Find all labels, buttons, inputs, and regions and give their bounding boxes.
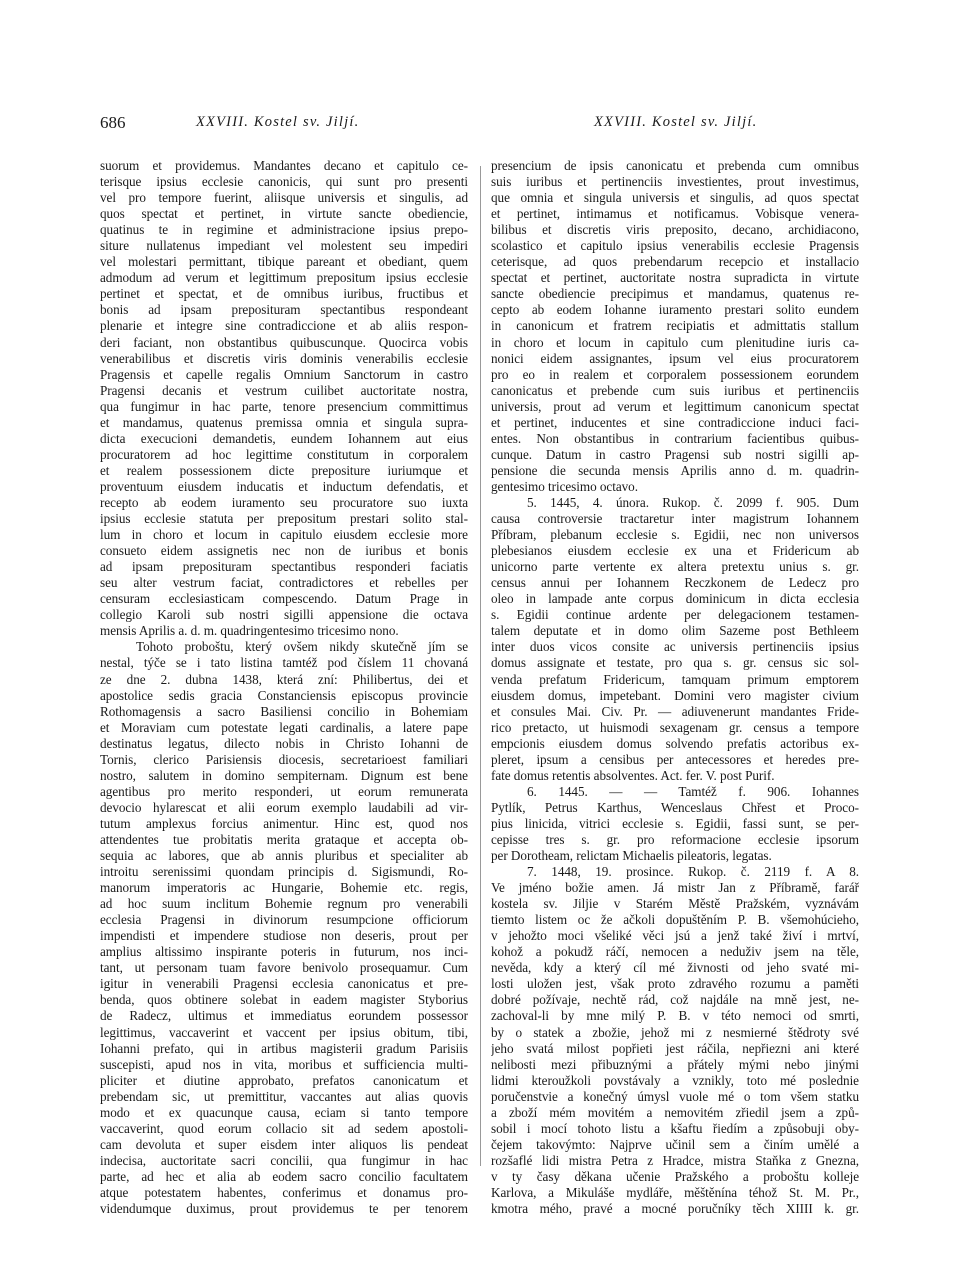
- text-line: Rothomagensis a sacro Basiliensi concilio in Bohemiam: [100, 703, 468, 719]
- text-line: introitu serenissimi quondam principis d. Sigismundi, Ro-: [100, 864, 468, 880]
- text-line: pertinet et spectat, et de omnibus iuribus, fructibus et: [100, 286, 468, 302]
- text-line: consueto eidem assignetis nec non de iuribus et bonis: [100, 543, 468, 559]
- text-line: videndumque duximus, prout providemus te per tenorem: [100, 1201, 468, 1217]
- text-line: bonis ad ipsam preposituram spectantibus respondeant: [100, 302, 468, 318]
- text-line: v ty časy děkana učenie Pražského a proboštu kolleje: [491, 1168, 859, 1184]
- text-line: cunque. Datum in castro Pragensi sub nostri sigilli ap-: [491, 446, 859, 462]
- text-line: fate domus retentis absolventes. Act. fer. V. post Purif.: [491, 767, 775, 783]
- text-line: zachoval-li by mne milý P. B. v této nemoci od smrti,: [491, 1008, 859, 1024]
- text-line: benda, quos obtinere solebat in eadem magister Styborius: [100, 992, 468, 1008]
- text-line: ze dne 2. dubna 1438, která zní: Philibertus, dei et: [100, 671, 468, 687]
- text-line: quos spectat et pertinet, in virtute sancte obediencie,: [100, 206, 468, 222]
- text-line: agentibus pro merito responderi, ut eorum remunerata: [100, 783, 468, 799]
- text-line: de Radecz, ultimus et immediatus eorundem possessor: [100, 1008, 468, 1024]
- right-column: [491, 158, 859, 1217]
- text-line: cepisse tres s. gr. pro reformacione ecclesie ipsorum: [491, 831, 859, 847]
- text-line: talem deputate et in domo olim Sazeme post Bethleem: [491, 623, 859, 639]
- text-line: per Dorotheam, relictam Michaelis pileatoris, legatas.: [491, 848, 772, 864]
- text-line: procuratorem ad hoc legittime constitutum in corporalem: [100, 446, 468, 462]
- page-header: [0, 113, 960, 135]
- text-line: jeho svatá milost popřieti jest ráčila, nepřiezni ani které: [491, 1040, 859, 1056]
- text-line: tant, ut personam tuam favore benivolo prosequamur. Cum: [100, 960, 468, 976]
- text-line: plebesianos eiusdem ecclesie ex una et Fridericum ab: [491, 543, 859, 559]
- text-line: siture nullatenus impediant vel molestent seu impediri: [100, 238, 468, 254]
- running-head-right: XXVIII. Kostel sv. Jiljí.: [594, 114, 758, 130]
- text-line: by o statek a zbožie, jehož mi z nesmierné štědroty své: [491, 1024, 859, 1040]
- text-line: kostela sv. Jiljie v Starém Městě Pražském, vyznávám: [491, 896, 859, 912]
- text-line: et mandamus, quatenus premissa omnia et singula supra-: [100, 414, 468, 430]
- text-line: collegio Karoli sub nostri sigilli appensione die octava: [100, 607, 468, 623]
- text-line: deri faciant, non obstantibus quibuscunque. Quocirca vobis: [100, 334, 468, 350]
- text-line: Iohanni prefato, qui in artibus magisterii gradum Parisiis: [100, 1040, 468, 1056]
- text-line: nostro, salutem in domino sempiternam. Dignum est bene: [100, 767, 468, 783]
- text-line: čejem takovýmto: Najprve učinil sem a činím umělé a: [491, 1136, 859, 1152]
- text-line: empcionis eiusdem domus solvendo prefatis actoribus ex-: [491, 735, 859, 751]
- text-line: kmotra mého, pravé a mocné poručníky těch XIIII k. gr.: [491, 1201, 859, 1217]
- text-line: parte, ad hec et alia ab eodem sacro concilio facultatem: [100, 1168, 468, 1184]
- text-line: dicta execucioni demandetis, eundem Iohannem aut eius: [100, 430, 468, 446]
- text-line: s. Egidii continue ardente per delegacionem testamen-: [491, 607, 859, 623]
- text-line: destinatus legatus, dilecto nobis in Christo Iohanni de: [100, 735, 468, 751]
- text-line: prebendam sic, ut premittitur, vaccantes aut alias quovis: [100, 1088, 468, 1104]
- text-line: attendentes tue probitatis merita grataque et accepta ob-: [100, 831, 468, 847]
- text-line: rozšaflé lidi mistra Petra z Hradce, mistra Staňka z Gnezna,: [491, 1152, 859, 1168]
- text-line: entes. Non obstantibus in contrarium facientibus quibus-: [491, 430, 859, 446]
- text-line: bilibus et discretis viris preposito, decano, archidiacono,: [491, 222, 859, 238]
- text-line: oleo in lampade ante corpus dominicum in dicta ecclesia: [491, 591, 859, 607]
- text-line: apostolice sedis gracia Constanciensis episcopus provincie: [100, 687, 468, 703]
- text-line: 5. 1445, 4. února. Rukop. č. 2099 f. 905. Dum: [527, 494, 859, 510]
- text-line: igitur in venerabili Pragensi ecclesia canonicatus et pre-: [100, 976, 468, 992]
- left-column: [100, 158, 468, 1217]
- text-line: nonici eidem assignantes, ipsum vel eius procuratorem: [491, 350, 859, 366]
- text-line: censuram ecclesiasticam compescendo. Datum Prage in: [100, 591, 468, 607]
- column-divider: [480, 166, 481, 1166]
- text-line: pro eo in realem et corporalem possessionem eorundem: [491, 366, 859, 382]
- text-line: et realem possessionem dicte prepositure iuriumque et: [100, 462, 468, 478]
- text-line: pius linicida, vitrici ecclesie s. Egidii, fassi sunt, se per-: [491, 815, 859, 831]
- text-line: devocio hylarescat et alii eorum exemplo laudabili ad vir-: [100, 799, 468, 815]
- text-line: 7. 1448, 19. prosince. Rukop. č. 2119 f. A 8.: [527, 864, 859, 880]
- text-line: domus assignate et testate, pro qua s. gr. census sic sol-: [491, 655, 859, 671]
- text-line: proventuum eiusdem inducatis et inductum defendatis, et: [100, 478, 468, 494]
- text-line: spectat et pertinet, auctoritate nostra supradicta in virtute: [491, 270, 859, 286]
- text-line: Pytlík, Petrus Karthus, Wenceslaus Chřest et Proco-: [491, 799, 859, 815]
- text-line: qua fungimur in hac parte, tenore presencium committimus: [100, 398, 468, 414]
- text-line: et pertinet, inducentes et sine contradiccione induci faci-: [491, 414, 859, 430]
- text-line: canonicatus et prebende cum suis iuribus et pertinenciis: [491, 382, 859, 398]
- text-line: sobil i mocí tohoto listu a kšaftu řiedím a způsobuji oby-: [491, 1120, 859, 1136]
- text-line: tutum amplexus forcius animentur. Hinc est, quod nos: [100, 815, 468, 831]
- text-line: pensione die secunda mensis Aprilis anno d. m. quadrin-: [491, 462, 859, 478]
- text-line: rico pretacto, ut huismodi sexagenam gr. census a tempore: [491, 719, 859, 735]
- text-line: amplius altissimo inspirante poteris in futurum, nos inci-: [100, 944, 468, 960]
- text-line: Tohoto proboštu, který ovšem nikdy skutečně jím se: [136, 639, 468, 655]
- text-line: inter duos vicos consite ac universis pertinenciis ipsius: [491, 639, 859, 655]
- text-line: census annui per Iohannem Reczkonem de Ledecz pro: [491, 575, 859, 591]
- text-line: Příbram, plebanum ecclesie s. Egidii, nec non universos: [491, 527, 859, 543]
- page-number: 686: [100, 113, 126, 132]
- text-line: plenarie et integre sine contradiccione et ab aliis respon-: [100, 318, 468, 334]
- text-line: presencium de ipsis canonicatu et prebenda cum omnibus: [491, 158, 859, 173]
- text-line: 6. 1445. — — Tamtéž f. 906. Iohannes: [527, 783, 859, 799]
- text-line: ad hoc suum inclitum Bohemie regnum pro venerabili: [100, 896, 468, 912]
- text-line: ecclesia Pragensi in divinorum resumpcione officiorum: [100, 912, 468, 928]
- text-line: in canonicum et fratrem recipiatis et admittatis stallum: [491, 318, 859, 334]
- text-line: ipsius ecclesie statuta per prepositum prestari solito stal-: [100, 511, 468, 527]
- text-line: scolastico et capitulo ipsius venerabilis ecclesie Pragensis: [491, 238, 859, 254]
- text-line: Tornis, clerico Parisiensis diocesis, secretarioest familiari: [100, 751, 468, 767]
- text-line: cam devoluta et super eisdem inter aliquos lis pendeat: [100, 1136, 468, 1152]
- text-line: seu alter vestrum faciat, contradictores et rebelles per: [100, 575, 468, 591]
- text-line: ad ipsam preposituram spectantibus responderi faciatis: [100, 559, 468, 575]
- text-line: a zboží mém movitém a nemovitém zřiedil jsem a způ-: [491, 1104, 859, 1120]
- text-line: legittimus, vaccaverint et vaccent per ipsius obitum, tibi,: [100, 1024, 468, 1040]
- text-line: nevěda, kdy a který cíl mé živnosti od jeho svaté mi-: [491, 960, 859, 976]
- text-line: suorum et providemus. Mandantes decano et capitulo ce-: [100, 158, 468, 173]
- text-line: poručenstvie a konečný úmysl vuole mé o tom všem statku: [491, 1088, 859, 1104]
- text-line: sequia ac labores, que ab annis pluribus et specialiter ab: [100, 848, 468, 864]
- text-line: Ve jméno božie amen. Já mistr Jan z Příbramě, farář: [491, 880, 859, 896]
- text-line: unicorno parte vertente ex altera pretextu unius s. gr.: [491, 559, 859, 575]
- text-line: Pragensis et capelle regalis Omnium Sanctorum in castro: [100, 366, 468, 382]
- text-line: venerabilibus et discretis viris dominis venerabilis ecclesie: [100, 350, 468, 366]
- text-line: et Moraviam cum potestate legati cardinalis, a latere pape: [100, 719, 468, 735]
- text-line: atque potestatem habentes, conferimus et donamus pro-: [100, 1185, 468, 1200]
- text-line: cepto ab eodem Iohanne iuramento prestari solito eundem: [491, 302, 859, 318]
- text-line: mensis Aprilis a. d. m. quadringentesimo tricesimo nono.: [100, 623, 399, 639]
- text-line: vel pro tempore fuerint, aliisque universis et singulis, ad: [100, 190, 468, 206]
- text-line: lidmi kteroužkoli povstávaly a vznikly, toto mé poslednie: [491, 1072, 859, 1088]
- text-line: modo et ex quacunque causa, eciam si tanto tempore: [100, 1104, 468, 1120]
- text-line: gentesimo tricesimo octavo.: [491, 478, 638, 494]
- text-line: Pragensi decanis et vestrum cuilibet auctoritate nostra,: [100, 382, 468, 398]
- text-line: venda prefatum Fridericum, tamquam primum emptorem: [491, 671, 859, 687]
- text-line: et consules Mai. Civ. Pr. — adiuvenerunt mandantes Fride-: [491, 703, 859, 719]
- text-line: pleret, ipsum a censibus per antecessores et heredes pre-: [491, 751, 859, 767]
- text-line: tiemto listem oc že ačkoli dopuštěním P. B. všemohúcieho,: [491, 912, 859, 928]
- text-line: que omnia et singula universis et singulis, ad quos spectat: [491, 190, 859, 206]
- text-line: quatinus te in regimine et administracione ipsius prepo-: [100, 222, 468, 238]
- text-line: kohož a pokudž ráčí, nemocen a neduživ jsem na těle,: [491, 944, 859, 960]
- text-line: vel molestari permittant, tibique pareant et obediant, quem: [100, 254, 468, 270]
- text-line: manorum imperatoris ac Hungarie, Bohemie etc. regis,: [100, 880, 468, 896]
- text-line: ceterisque, ad quos prebendarum recepcio et installacio: [491, 254, 859, 270]
- text-line: dobré požívaje, nechtě rád, což najdále na mně jest, ne-: [491, 992, 859, 1008]
- text-line: nelibosti mezi přibuznými a přátely mými nebo jinými: [491, 1056, 859, 1072]
- text-line: v jehožto moci všeliké věci jsú a jenž také živí i mrtví,: [491, 928, 859, 944]
- running-head-left: XXVIII. Kostel sv. Jiljí.: [196, 114, 360, 130]
- text-line: et pertinet, intimamus et notificamus. Vobisque venera-: [491, 206, 859, 222]
- text-line: suscepisti, apud nos in vita, moribus et sufficiencia multi-: [100, 1056, 468, 1072]
- text-line: eiusdem domus, impetebant. Domini vero magister civium: [491, 687, 859, 703]
- text-line: universis, prout ad verum et legittimum canonicum spectat: [491, 398, 859, 414]
- text-line: in choro et locum in capitulo cum plenitudine iuris ca-: [491, 334, 859, 350]
- text-line: sancte obediencie precipimus et mandamus, quatenus re-: [491, 286, 859, 302]
- text-line: Karlova, a Mikuláše mydláře, měštěnína téhož St. M. Pr.,: [491, 1185, 859, 1200]
- text-line: losti uložen jest, však proto zdravého rozumu a paměti: [491, 976, 859, 992]
- text-line: terisque ipsius ecclesie canonicis, qui sunt pro presenti: [100, 174, 468, 190]
- text-line: recepto ab eodem iuramento seu procuratore suo iuxta: [100, 494, 468, 510]
- text-line: impendisti et impendere studiose non deseris, prout per: [100, 928, 468, 944]
- text-line: pliciter et diutine approbato, prefatos canonicatum et: [100, 1072, 468, 1088]
- text-line: vaccaverint, quod eorum collacio sit ad sedem apostoli-: [100, 1120, 468, 1136]
- text-line: causa controversie tractaretur inter magistrum Iohannem: [491, 511, 859, 527]
- text-line: indecisa, auctoritate sacri concilii, qua fungimur in hac: [100, 1152, 468, 1168]
- text-line: lum in choro et locum in capitulo eiusdem ecclesie more: [100, 527, 468, 543]
- text-line: nestal, týče se i tato listina tamtéž pod číslem 11 chovaná: [100, 655, 468, 671]
- text-line: admodum ad verum et legittimum prepositum ipsius ecclesie: [100, 270, 468, 286]
- text-line: suis iuribus et pertinenciis investientes, prout investimus,: [491, 174, 859, 190]
